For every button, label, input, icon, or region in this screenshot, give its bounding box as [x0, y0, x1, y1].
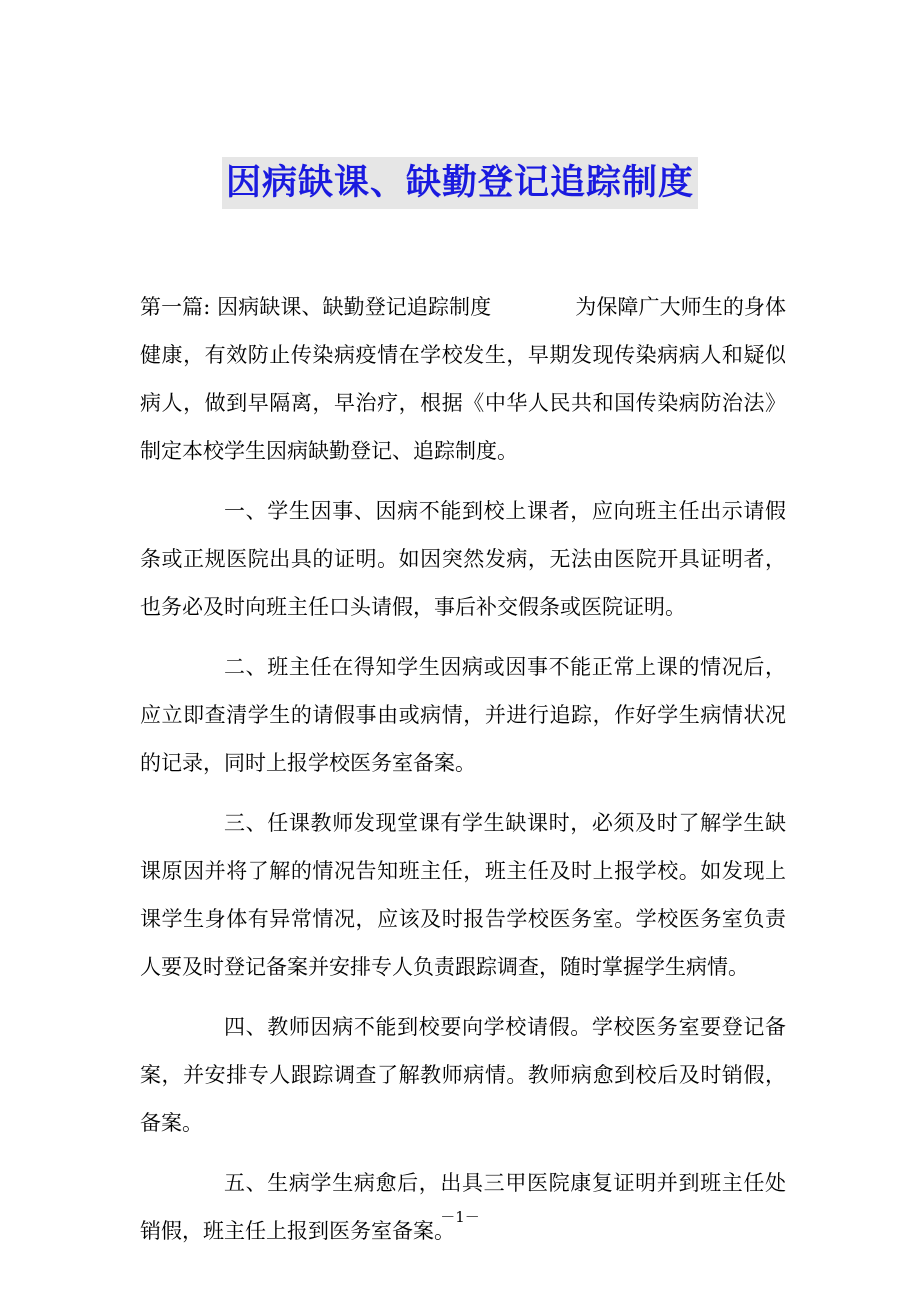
paragraph-2: 二、班主任在得知学生因病或因事不能正常上课的情况后，应立即查清学生的请假事由或病情，并进行追踪，作好学生病情状况的记录，同时上报学校医务室备案。 — [140, 655, 786, 775]
document-title: 因病缺课、缺勤登记追踪制度 — [222, 157, 698, 209]
paragraph-5: 五、生病学生病愈后，出具三甲医院康复证明并到班主任处销假，班主任上报到医务室备案。 — [140, 1171, 786, 1243]
title-container — [0, 157, 920, 209]
intro-title: 第一篇: 因病缺课、缺勤登记追踪制度 — [140, 295, 492, 319]
paragraph-3: 三、任课教师发现堂课有学生缺课时，必须及时了解学生缺课原因并将了解的情况告知班主任，班主任及时上报学校。如发现上课学生身体有异常情况，应该及时报告学校医务室。学校医务室负责人要及时登记备案并安排专人负责跟踪调查，随时掌握学生病情。 — [140, 811, 786, 979]
intro-text: 为保障广大师生的身体健康，有效防止传染病疫情在学校发生，早期发现传染病病人和疑似病人，做到早隔离，早治疗，根据《中华人民共和国传染病防治法》制定本校学生因病缺勤登记、追踪制度。 — [140, 295, 787, 463]
intro-paragraph — [140, 283, 786, 475]
document-body — [140, 283, 786, 1267]
paragraph-1: 一、学生因事、因病不能到校上课者，应向班主任出示请假条或正规医院出具的证明。如因突然发病，无法由医院开具证明者，也务必及时向班主任口头请假，事后补交假条或医院证明。 — [140, 499, 786, 619]
page-number: －1－ — [440, 1208, 480, 1226]
paragraph-4: 四、教师因病不能到校要向学校请假。学校医务室要登记备案，并安排专人跟踪调查了解教师病情。教师病愈到校后及时销假，备案。 — [140, 1015, 786, 1135]
